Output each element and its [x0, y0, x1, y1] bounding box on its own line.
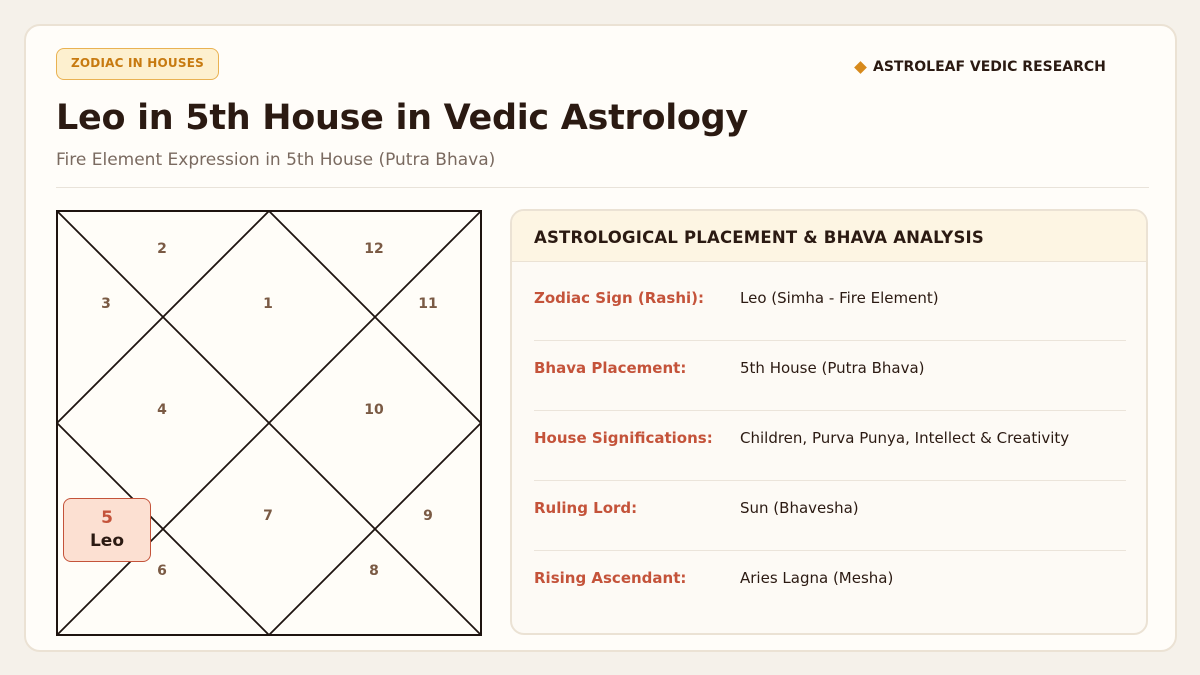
page-subtitle: Fire Element Expression in 5th House (Putra Bhava)	[56, 150, 496, 170]
divider	[56, 187, 1149, 188]
page-title: Leo in 5th House in Vedic Astrology	[56, 98, 748, 138]
house-10-number: 10	[364, 402, 384, 418]
house-1-number: 1	[263, 296, 273, 312]
chart-lines	[56, 210, 482, 636]
detail-row-ruling-lord	[534, 481, 1126, 551]
house-8-number: 8	[369, 563, 379, 579]
detail-row-zodiac-sign	[534, 271, 1126, 341]
main-card	[24, 24, 1177, 652]
detail-value: Aries Lagna (Mesha)	[740, 569, 894, 587]
house-3-number: 3	[101, 296, 111, 312]
detail-label: House Significations:	[534, 429, 713, 447]
highlighted-house-number: 5	[101, 508, 113, 528]
detail-row-house-significations	[534, 411, 1126, 481]
house-9-number: 9	[423, 508, 433, 524]
detail-value: 5th House (Putra Bhava)	[740, 359, 925, 377]
detail-row-bhava-placement	[534, 341, 1126, 411]
house-4-number: 4	[157, 402, 167, 418]
analysis-panel	[510, 209, 1148, 635]
panel-heading: ASTROLOGICAL PLACEMENT & BHAVA ANALYSIS	[512, 211, 1146, 262]
house-11-number: 11	[418, 296, 438, 312]
brand-name: ASTROLEAF VEDIC RESEARCH	[873, 59, 1106, 75]
highlighted-house-sign: Leo	[89, 531, 125, 551]
house-2-number: 2	[157, 241, 167, 257]
highlighted-house	[63, 498, 151, 562]
detail-value: Children, Purva Punya, Intellect & Creativity	[740, 429, 1070, 447]
detail-label: Rising Ascendant:	[534, 569, 687, 587]
category-badge: ZODIAC IN HOUSES	[56, 48, 219, 80]
house-6-number: 6	[157, 563, 167, 579]
detail-value: Sun (Bhavesha)	[740, 499, 859, 517]
house-7-number: 7	[263, 508, 273, 524]
detail-label: Bhava Placement:	[534, 359, 687, 377]
detail-label: Zodiac Sign (Rashi):	[534, 289, 705, 307]
brand	[856, 59, 1106, 75]
detail-label: Ruling Lord:	[534, 499, 638, 517]
detail-row-rising-ascendant	[534, 551, 1126, 621]
north-indian-chart	[56, 210, 482, 636]
diamond-icon	[854, 61, 867, 74]
detail-value: Leo (Simha - Fire Element)	[740, 289, 939, 307]
house-12-number: 12	[364, 241, 384, 257]
